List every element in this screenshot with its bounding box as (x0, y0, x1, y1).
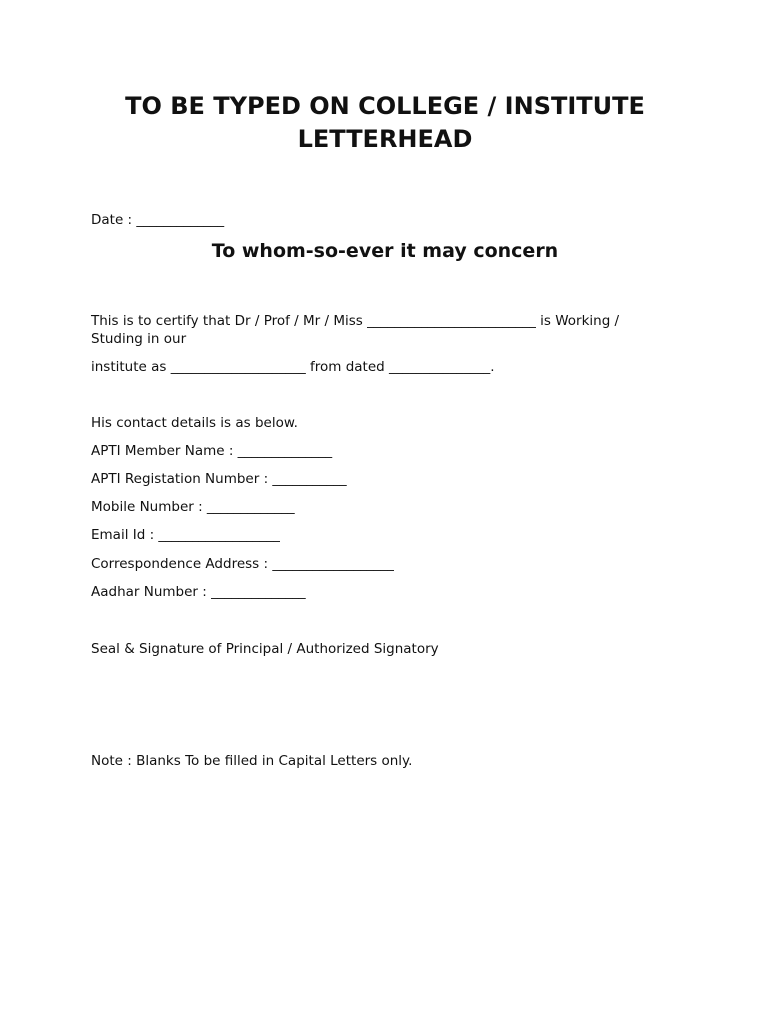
certify-line-1: This is to certify that Dr / Prof / Mr / Miss _________________________ is Working / (91, 313, 620, 329)
contact-intro: His contact details is as below. (91, 415, 298, 431)
field-mobile-number: Mobile Number : _____________ (91, 499, 295, 515)
heading-line-2: LETTERHEAD (297, 125, 473, 153)
date-line: Date : _____________ (91, 212, 225, 228)
field-member-name: APTI Member Name : ______________ (91, 443, 333, 459)
certify-line-3: institute as ____________________ from dated _______________. (91, 359, 495, 375)
field-registration-number: APTI Registation Number : ___________ (91, 471, 347, 487)
field-email-id: Email Id : __________________ (91, 527, 280, 543)
field-aadhar-number: Aadhar Number : ______________ (91, 584, 306, 600)
note-line: Note : Blanks To be filled in Capital Letters only. (91, 753, 413, 769)
signature-line: Seal & Signature of Principal / Authorized Signatory (91, 641, 439, 657)
certify-line-2: Studing in our (91, 331, 187, 347)
letterhead-heading (60, 90, 710, 156)
heading-line-1: TO BE TYPED ON COLLEGE / INSTITUTE (125, 92, 645, 120)
subject-heading: To whom-so-ever it may concern (211, 240, 559, 262)
field-correspondence-address: Correspondence Address : __________________ (91, 556, 394, 572)
